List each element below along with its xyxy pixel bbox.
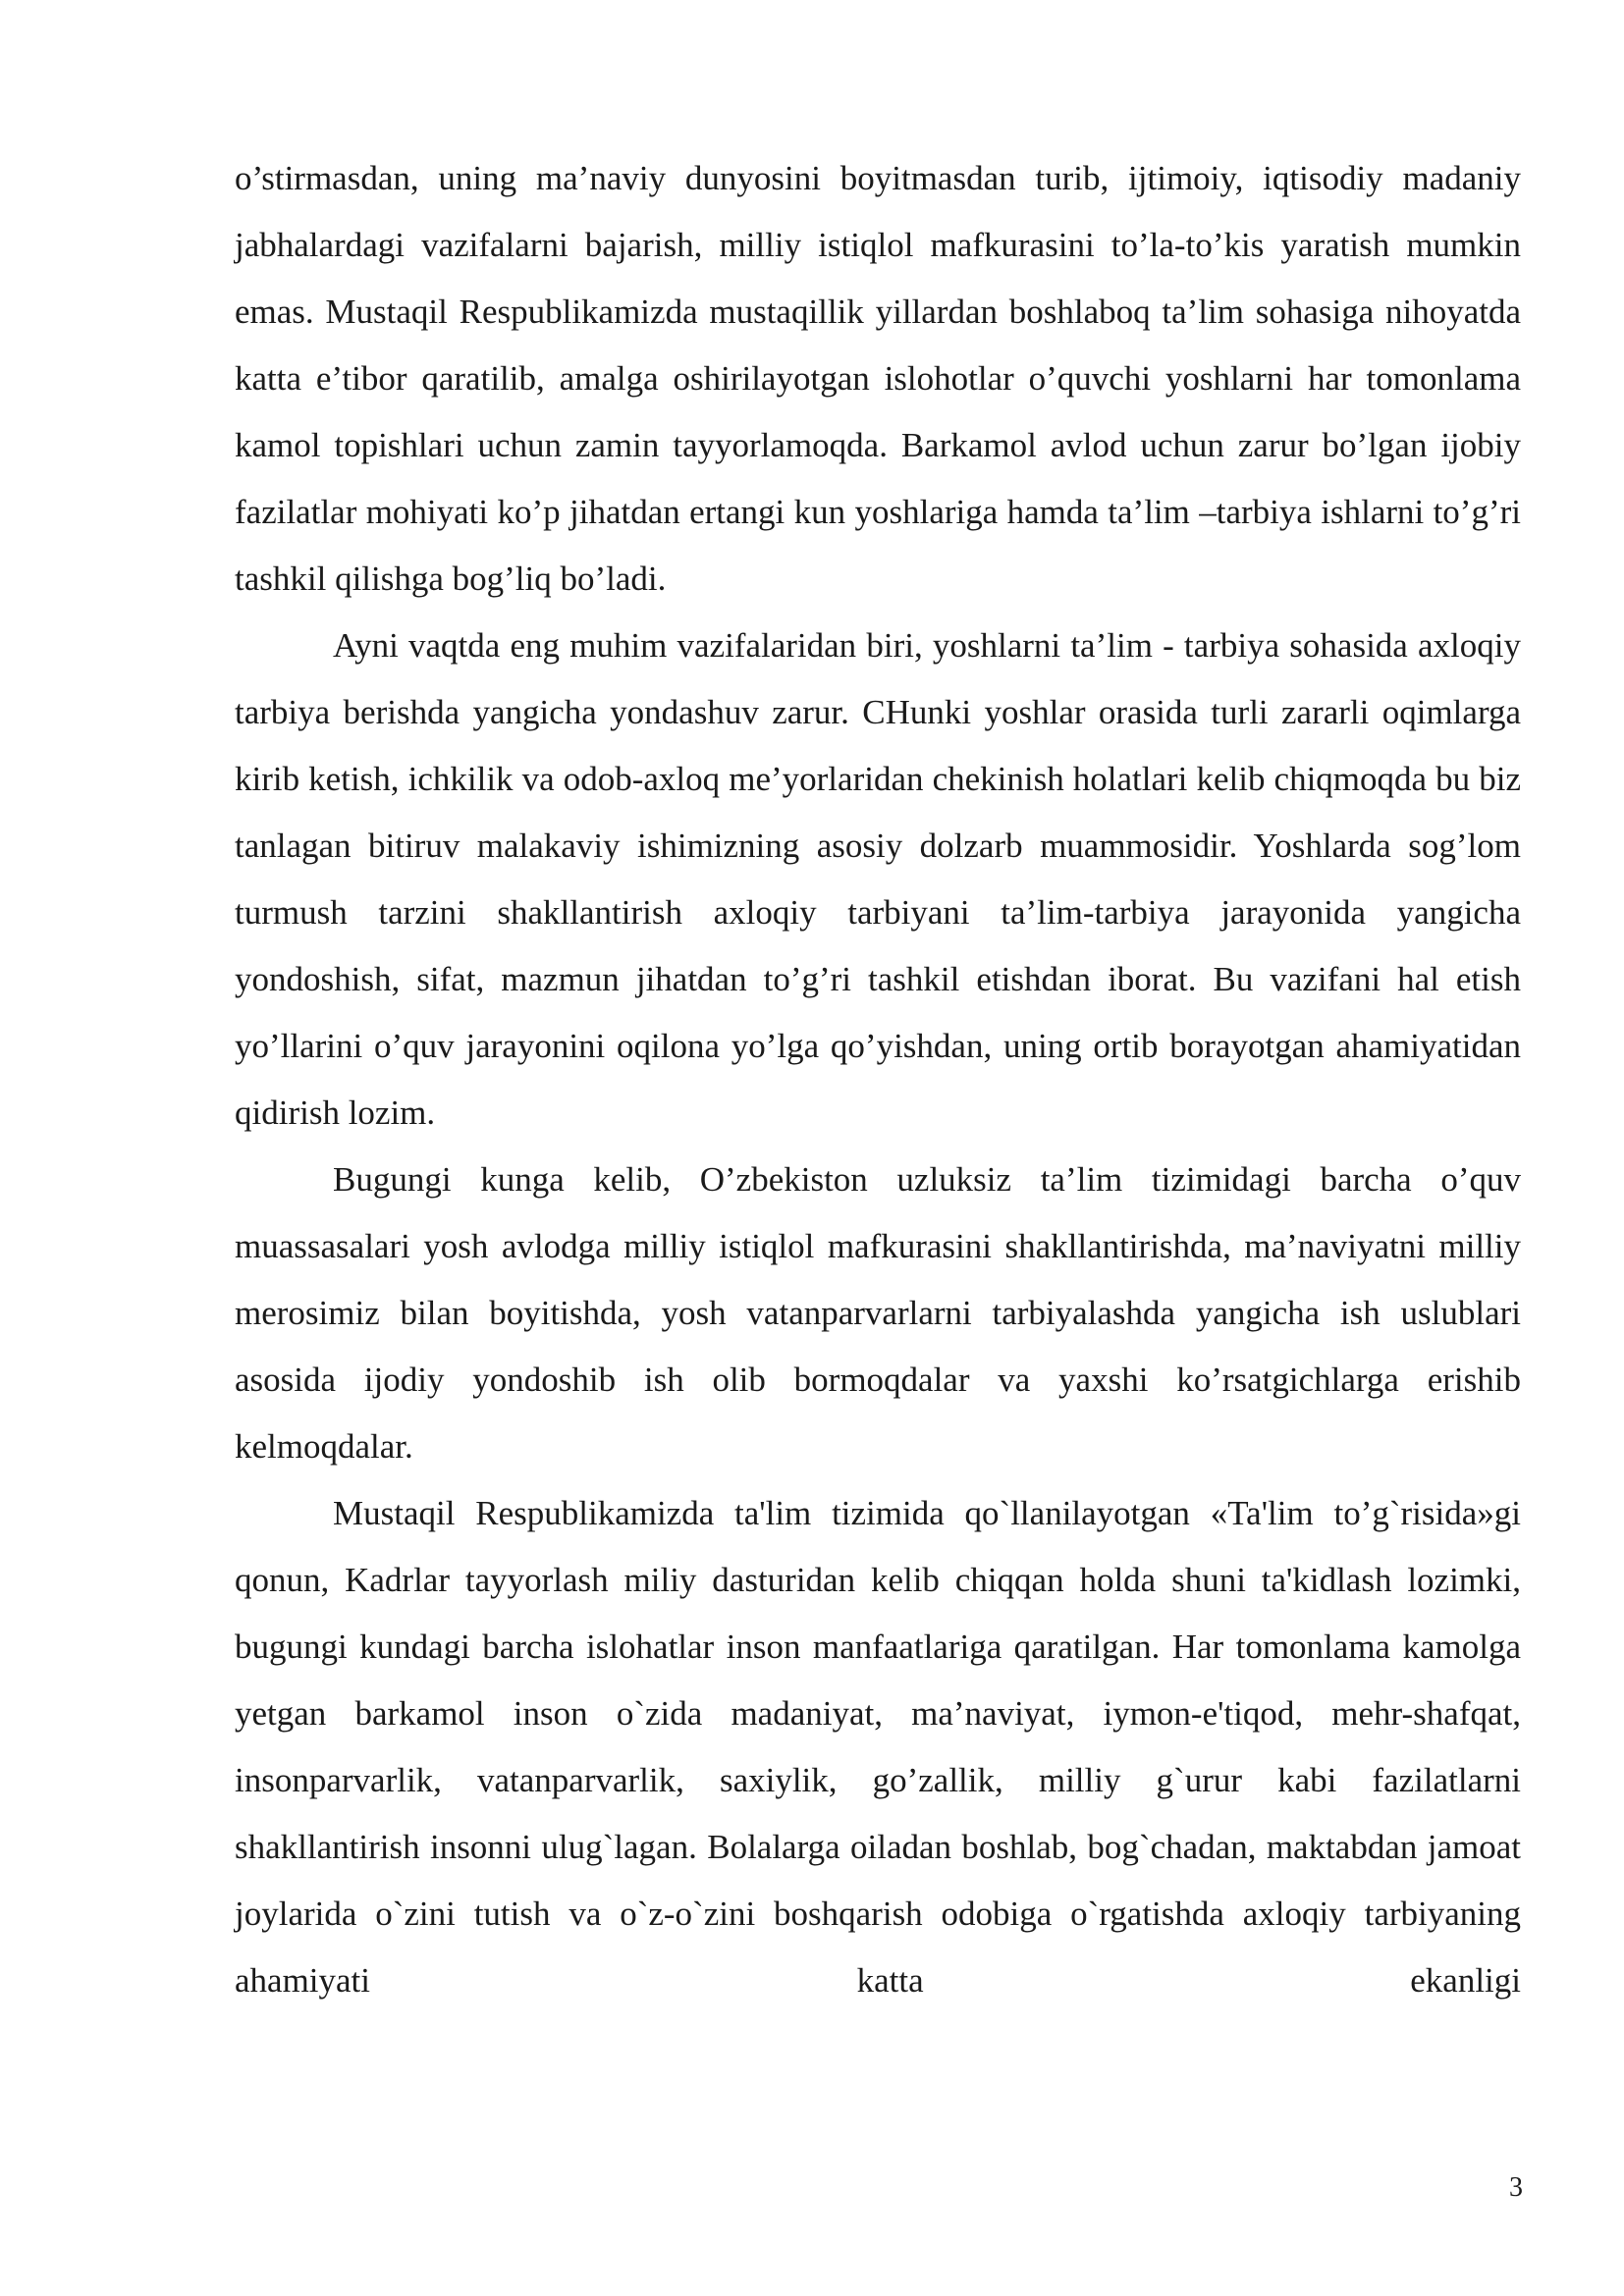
paragraph-4: Mustaqil Respublikamizda ta'lim tizimida qo`llanilayotgan «Ta'lim to’g`risida»gi qonun, Kadrlar tayyorlash miliy dasturidan kelib chiqqan holda shuni ta'kidlash lozimki, bugungi kundagi barcha islohatlar inson manfaatlariga qaratilgan. Har tomonlama kamolga yetgan barkamol inson o`zida madaniyat, ma’naviyat, iymon-e'tiqod, mehr-shafqat, insonparvarlik, vatanparvarlik, saxiylik, go’zallik, milliy g`urur kabi fazilatlarni shakllantirish insonni ulug`lagan. Bolalarga oiladan boshlab, bog`chadan, maktabdan jamoat joylarida o`zini tutish va o`z-o`zini boshqarish odobiga o`rgatishda axloqiy tarbiyaning ahamiyati katta ekanligi	[235, 1494, 1521, 2000]
body-text	[235, 145, 1521, 2014]
paragraph-1: o’stirmasdan, uning ma’naviy dunyosini boyitmasdan turib, ijtimoiy, iqtisodiy madaniy jabhalardagi vazifalarni bajarish, milliy istiqlol mafkurasini to’la-to’kis yaratish mumkin emas. Mustaqil Respublikamizda mustaqillik yillardan boshlaboq ta’lim sohasiga nihoyatda katta e’tibor qaratilib, amalga oshirilayotgan islohotlar o’quvchi yoshlarni har tomonlama kamol topishlari uchun zamin tayyorlamoqda. Barkamol avlod uchun zarur bo’lgan ijobiy fazilatlar mohiyati ko’p jihatdan ertangi kun yoshlariga hamda ta’lim –tarbiya ishlarni to’g’ri tashkil qilishga bog’liq bo’ladi.	[235, 159, 1521, 598]
page-number: 3	[1509, 2172, 1523, 2203]
paragraph-3: Bugungi kunga kelib, O’zbekiston uzluksiz ta’lim tizimidagi barcha o’quv muassasalari yosh avlodga milliy istiqlol mafkurasini shakllantirishda, ma’naviyatni milliy merosimiz bilan boyitishda, yosh vatanparvarlarni tarbiyalashda yangicha ish uslublari asosida ijodiy yondoshib ish olib bormoqdalar va yaxshi ko’rsatgichlarga erishib kelmoqdalar.	[235, 1160, 1521, 1466]
paragraph-2: Ayni vaqtda eng muhim vazifalaridan biri, yoshlarni ta’lim - tarbiya sohasida axloqiy tarbiya berishda yangicha yondashuv zarur. CHunki yoshlar orasida turli zararli oqimlarga kirib ketish, ichkilik va odob-axloq me’yorlaridan chekinish holatlari kelib chiqmoqda bu biz tanlagan bitiruv malakaviy ishimizning asosiy dolzarb muammosidir. Yoshlarda sog’lom turmush tarzini shakllantirish axloqiy tarbiyani ta’lim-tarbiya jarayonida yangicha yondoshish, sifat, mazmun jihatdan to’g’ri tashkil etishdan iborat. Bu vazifani hal etish yo’llarini o’quv jarayonini oqilona yo’lga qo’yishdan, uning ortib borayotgan ahamiyatidan qidirish lozim.	[235, 626, 1521, 1132]
